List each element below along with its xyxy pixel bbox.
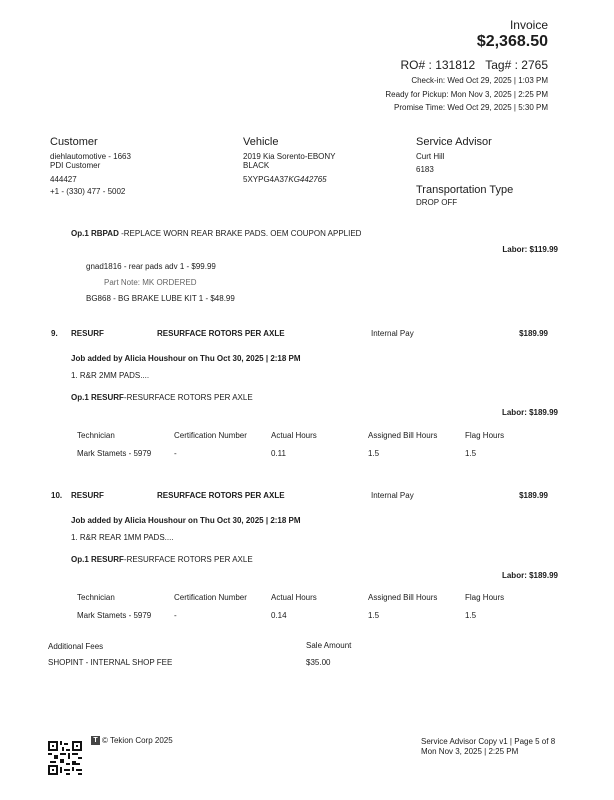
tekion-logo-icon: T (91, 736, 100, 745)
ro-label: RO# : (400, 58, 432, 72)
job-9-pay-type: Internal Pay (371, 329, 414, 338)
job-10-pay-type: Internal Pay (371, 491, 414, 500)
vin-suffix: KG442765 (288, 175, 327, 184)
vehicle-heading: Vehicle (243, 136, 279, 148)
advisor-heading: Service Advisor (416, 136, 492, 148)
fees-amount-heading: Sale Amount (306, 641, 352, 650)
job-10-note: 1. R&R REAR 1MM PADS.... (71, 533, 174, 542)
op-rbpad-code: Op.1 RBPAD (71, 229, 119, 238)
job-9-labor: Labor: $189.99 (501, 408, 558, 417)
job-9-th-cert: Certification Number (174, 431, 247, 440)
job-10-th-tech: Technician (77, 593, 115, 602)
copy-info: Service Advisor Copy v1 | Page 5 of 8 (421, 737, 556, 746)
customer-name: diehlautomotive - 1663 (50, 152, 131, 161)
invoice-total: $2,368.50 (476, 33, 548, 50)
job-10-amount: $189.99 (519, 491, 548, 500)
advisor-name: Curt Hill (416, 152, 445, 161)
advisor-id: 6183 (416, 165, 434, 174)
job-9-th-bill: Assigned Bill Hours (368, 431, 438, 440)
job-10-actual: 0.14 (271, 611, 287, 620)
job-9-th-actual: Actual Hours (271, 431, 317, 440)
job-10-th-flag: Flag Hours (465, 593, 505, 602)
transport-value: DROP OFF (416, 198, 458, 207)
qr-code-icon (48, 741, 82, 775)
footer-date: Mon Nov 3, 2025 | 2:25 PM (421, 747, 519, 756)
ro-number: 131812 (435, 58, 476, 72)
op-rbpad-labor: Labor: $119.99 (502, 245, 558, 254)
job-9-cert: - (174, 449, 177, 458)
job-10-th-actual: Actual Hours (271, 593, 317, 602)
job-9-added: Job added by Alicia Houshour on Thu Oct 30, 2025 | 2:18 PM (71, 354, 301, 363)
ro-tag-line (401, 58, 549, 72)
job-9-title: RESURFACE ROTORS PER AXLE (157, 329, 285, 338)
job-10-code: RESURF (71, 491, 104, 500)
job-10-op-code: Op.1 RESURF (71, 555, 124, 564)
customer-type: PDI Customer (50, 161, 101, 170)
job-9-code: RESURF (71, 329, 104, 338)
fees-heading: Additional Fees (48, 642, 104, 651)
ready-time: Ready for Pickup: Mon Nov 3, 2025 | 2:25 PM (385, 90, 548, 99)
checkin-time: Check-in: Wed Oct 29, 2025 | 1:03 PM (411, 76, 548, 85)
job-10-bill: 1.5 (368, 611, 380, 620)
job-10-title: RESURFACE ROTORS PER AXLE (157, 491, 285, 500)
vehicle-color: BLACK (243, 161, 270, 170)
tag-label: Tag# : (485, 58, 518, 72)
op-rbpad-desc: -REPLACE WORN REAR BRAKE PADS. OEM COUPON APPLIED (121, 229, 362, 238)
vehicle-model: 2019 Kia Sorento-EBONY (243, 152, 336, 161)
customer-phone: +1 - (330) 477 - 5002 (50, 187, 126, 196)
job-9-th-flag: Flag Hours (465, 431, 505, 440)
job-10-flag: 1.5 (465, 611, 477, 620)
job-10-number: 10. (51, 491, 63, 500)
customer-id: 444427 (50, 175, 77, 184)
job-9-number: 9. (51, 329, 58, 338)
customer-heading: Customer (50, 136, 98, 148)
job-9-note: 1. R&R 2MM PADS.... (71, 371, 150, 380)
job-9-actual: 0.11 (271, 449, 286, 458)
job-9-op-desc: -RESURFACE ROTORS PER AXLE (123, 393, 253, 402)
job-10-cert: - (174, 611, 177, 620)
job-10-op-desc: -RESURFACE ROTORS PER AXLE (123, 555, 253, 564)
transport-heading: Transportation Type (416, 184, 514, 196)
job-9-op-code: Op.1 RESURF (71, 393, 124, 402)
fee-item: SHOPINT - INTERNAL SHOP FEE (48, 658, 173, 667)
job-10-added: Job added by Alicia Houshour on Thu Oct 30, 2025 | 2:18 PM (71, 516, 301, 525)
document-title: Invoice (509, 18, 548, 32)
promise-time: Promise Time: Wed Oct 29, 2025 | 5:30 PM (394, 103, 548, 112)
part-line-1: gnad1816 - rear pads adv 1 - $99.99 (86, 262, 216, 271)
job-10-labor: Labor: $189.99 (501, 571, 558, 580)
job-9-th-tech: Technician (77, 431, 115, 440)
tag-number: 2765 (521, 58, 548, 72)
job-9-tech: Mark Stamets - 5979 (77, 449, 152, 458)
copyright-text: © Tekion Corp 2025 (102, 736, 173, 745)
vin-prefix: 5XYPG4A37 (243, 175, 289, 184)
op-rbpad-line (71, 229, 361, 238)
part-line-2: BG868 - BG BRAKE LUBE KIT 1 - $48.99 (86, 294, 235, 303)
job-9-flag: 1.5 (465, 449, 477, 458)
part-note: Part Note: MK ORDERED (104, 278, 197, 287)
job-9-bill: 1.5 (368, 449, 380, 458)
vehicle-vin (243, 175, 327, 184)
job-10-th-bill: Assigned Bill Hours (368, 593, 438, 602)
job-9-amount: $189.99 (519, 329, 548, 338)
job-10-tech: Mark Stamets - 5979 (77, 611, 152, 620)
fee-amount: $35.00 (306, 658, 331, 667)
job-9-op-line (71, 393, 253, 402)
job-10-th-cert: Certification Number (174, 593, 247, 602)
copyright-line (91, 736, 173, 745)
job-10-op-line (71, 555, 253, 564)
